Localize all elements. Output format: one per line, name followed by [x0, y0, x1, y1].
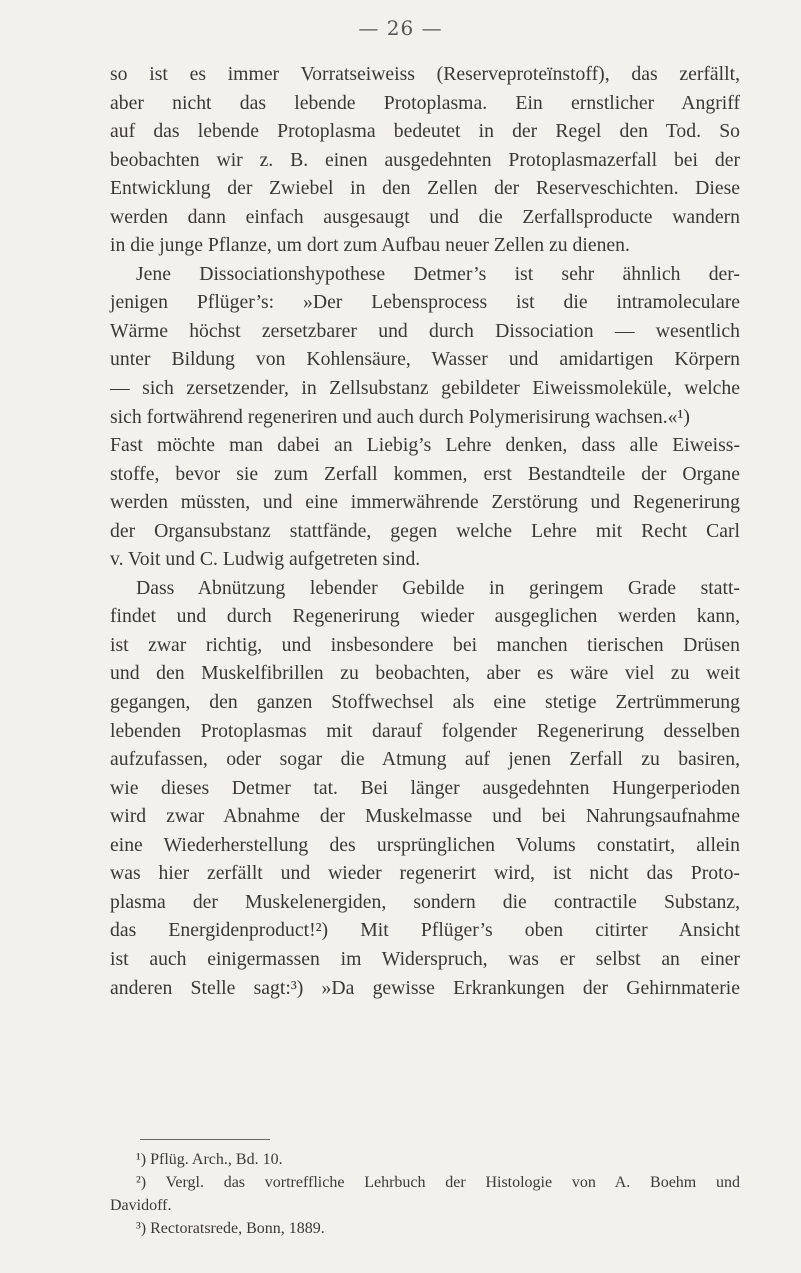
text-line: gegangen, den ganzen Stoffwechsel als eine stetige Zertrümmerung	[110, 691, 740, 714]
footnote: ²) Vergl. das vortreffliche Lehrbuch der Histologie von A. Boehm und	[136, 1174, 740, 1191]
text-line: aufzufassen, oder sogar die Atmung auf jenen Zerfall zu basiren,	[110, 748, 740, 771]
text-line: jenigen Pflüger’s: »Der Lebensprocess ist die intramoleculare	[110, 291, 740, 314]
text-line: — sich zersetzender, in Zellsubstanz gebildeter Eiweissmoleküle, welche	[110, 377, 740, 400]
text-line: Fast möchte man dabei an Liebig’s Lehre denken, dass alle Eiweiss-	[110, 434, 740, 457]
text-line: Entwicklung der Zwiebel in den Zellen der Reserveschichten. Diese	[110, 177, 740, 200]
text-line: werden dann einfach ausgesaugt und die Zerfallsproducte wandern	[110, 205, 740, 228]
text-line: sich fortwährend regeneriren und auch durch Polymerisirung wachsen.«¹)	[110, 405, 690, 428]
text-line: v. Voit und C. Ludwig aufgetreten sind.	[110, 548, 421, 571]
text-line: werden müssten, und eine immerwährende Zerstörung und Regenerirung	[110, 491, 740, 514]
body-text	[110, 60, 740, 1002]
text-line: Wärme höchst zersetzbarer und durch Dissociation — wesentlich	[110, 319, 740, 342]
page-number: — 26 —	[358, 16, 443, 40]
text-line: stoffe, bevor sie zum Zerfall kommen, erst Bestandteile der Organe	[110, 462, 740, 485]
text-line: wird zwar Abnahme der Muskelmasse und bei Nahrungsaufnahme	[110, 805, 740, 828]
text-line: eine Wiederherstellung des ursprünglichen Volums constatirt, allein	[110, 833, 740, 856]
text-line: der Organsubstanz stattfände, gegen welche Lehre mit Recht Carl	[110, 519, 740, 542]
text-line: lebenden Protoplasmas mit darauf folgender Regenerirung desselben	[110, 719, 740, 742]
text-line: so ist es immer Vorratseiweiss (Reserveproteïnstoff), das zerfällt,	[110, 63, 740, 85]
text-line: was hier zerfällt und wieder regenerirt wird, ist nicht das Proto-	[110, 862, 740, 885]
text-line: plasma der Muskelenergiden, sondern die contractile Substanz,	[110, 890, 740, 913]
text-line: aber nicht das lebende Protoplasma. Ein ernstlicher Angriff	[110, 91, 740, 114]
text-line: auf das lebende Protoplasma bedeutet in der Regel den Tod. So	[110, 120, 740, 143]
footnote-divider	[140, 1139, 270, 1140]
text-line: Jene Dissociationshypothese Detmer’s ist sehr ähnlich der-	[136, 262, 740, 285]
text-line: findet und durch Regenerirung wieder ausgeglichen werden kann,	[110, 605, 740, 628]
text-line: und den Muskelfibrillen zu beobachten, aber es wäre viel zu weit	[110, 662, 740, 685]
text-line: anderen Stelle sagt:³) »Da gewisse Erkrankungen der Gehirnmaterie	[110, 976, 740, 999]
text-line: in die junge Pflanze, um dort zum Aufbau neuer Zellen zu dienen.	[110, 234, 630, 257]
footnotes	[110, 1148, 740, 1240]
text-line: Dass Abnützung lebender Gebilde in geringem Grade statt-	[136, 576, 740, 599]
text-line: beobachten wir z. B. einen ausgedehnten Protoplasmazerfall bei der	[110, 148, 740, 171]
footnote-continuation: Davidoff.	[110, 1197, 172, 1214]
text-line: wie dieses Detmer tat. Bei länger ausgedehnten Hungerperioden	[110, 776, 740, 799]
text-line: ist zwar richtig, und insbesondere bei manchen tierischen Drüsen	[110, 633, 740, 656]
text-line: unter Bildung von Kohlensäure, Wasser und amidartigen Körpern	[110, 348, 740, 371]
footnote: ¹) Pflüg. Arch., Bd. 10.	[136, 1151, 283, 1168]
text-line: das Energidenproduct!²) Mit Pflüger’s oben citirter Ansicht	[110, 919, 740, 942]
footnote: ³) Rectoratsrede, Bonn, 1889.	[136, 1220, 325, 1237]
text-line: ist auch einigermassen im Widerspruch, was er selbst an einer	[110, 947, 740, 970]
